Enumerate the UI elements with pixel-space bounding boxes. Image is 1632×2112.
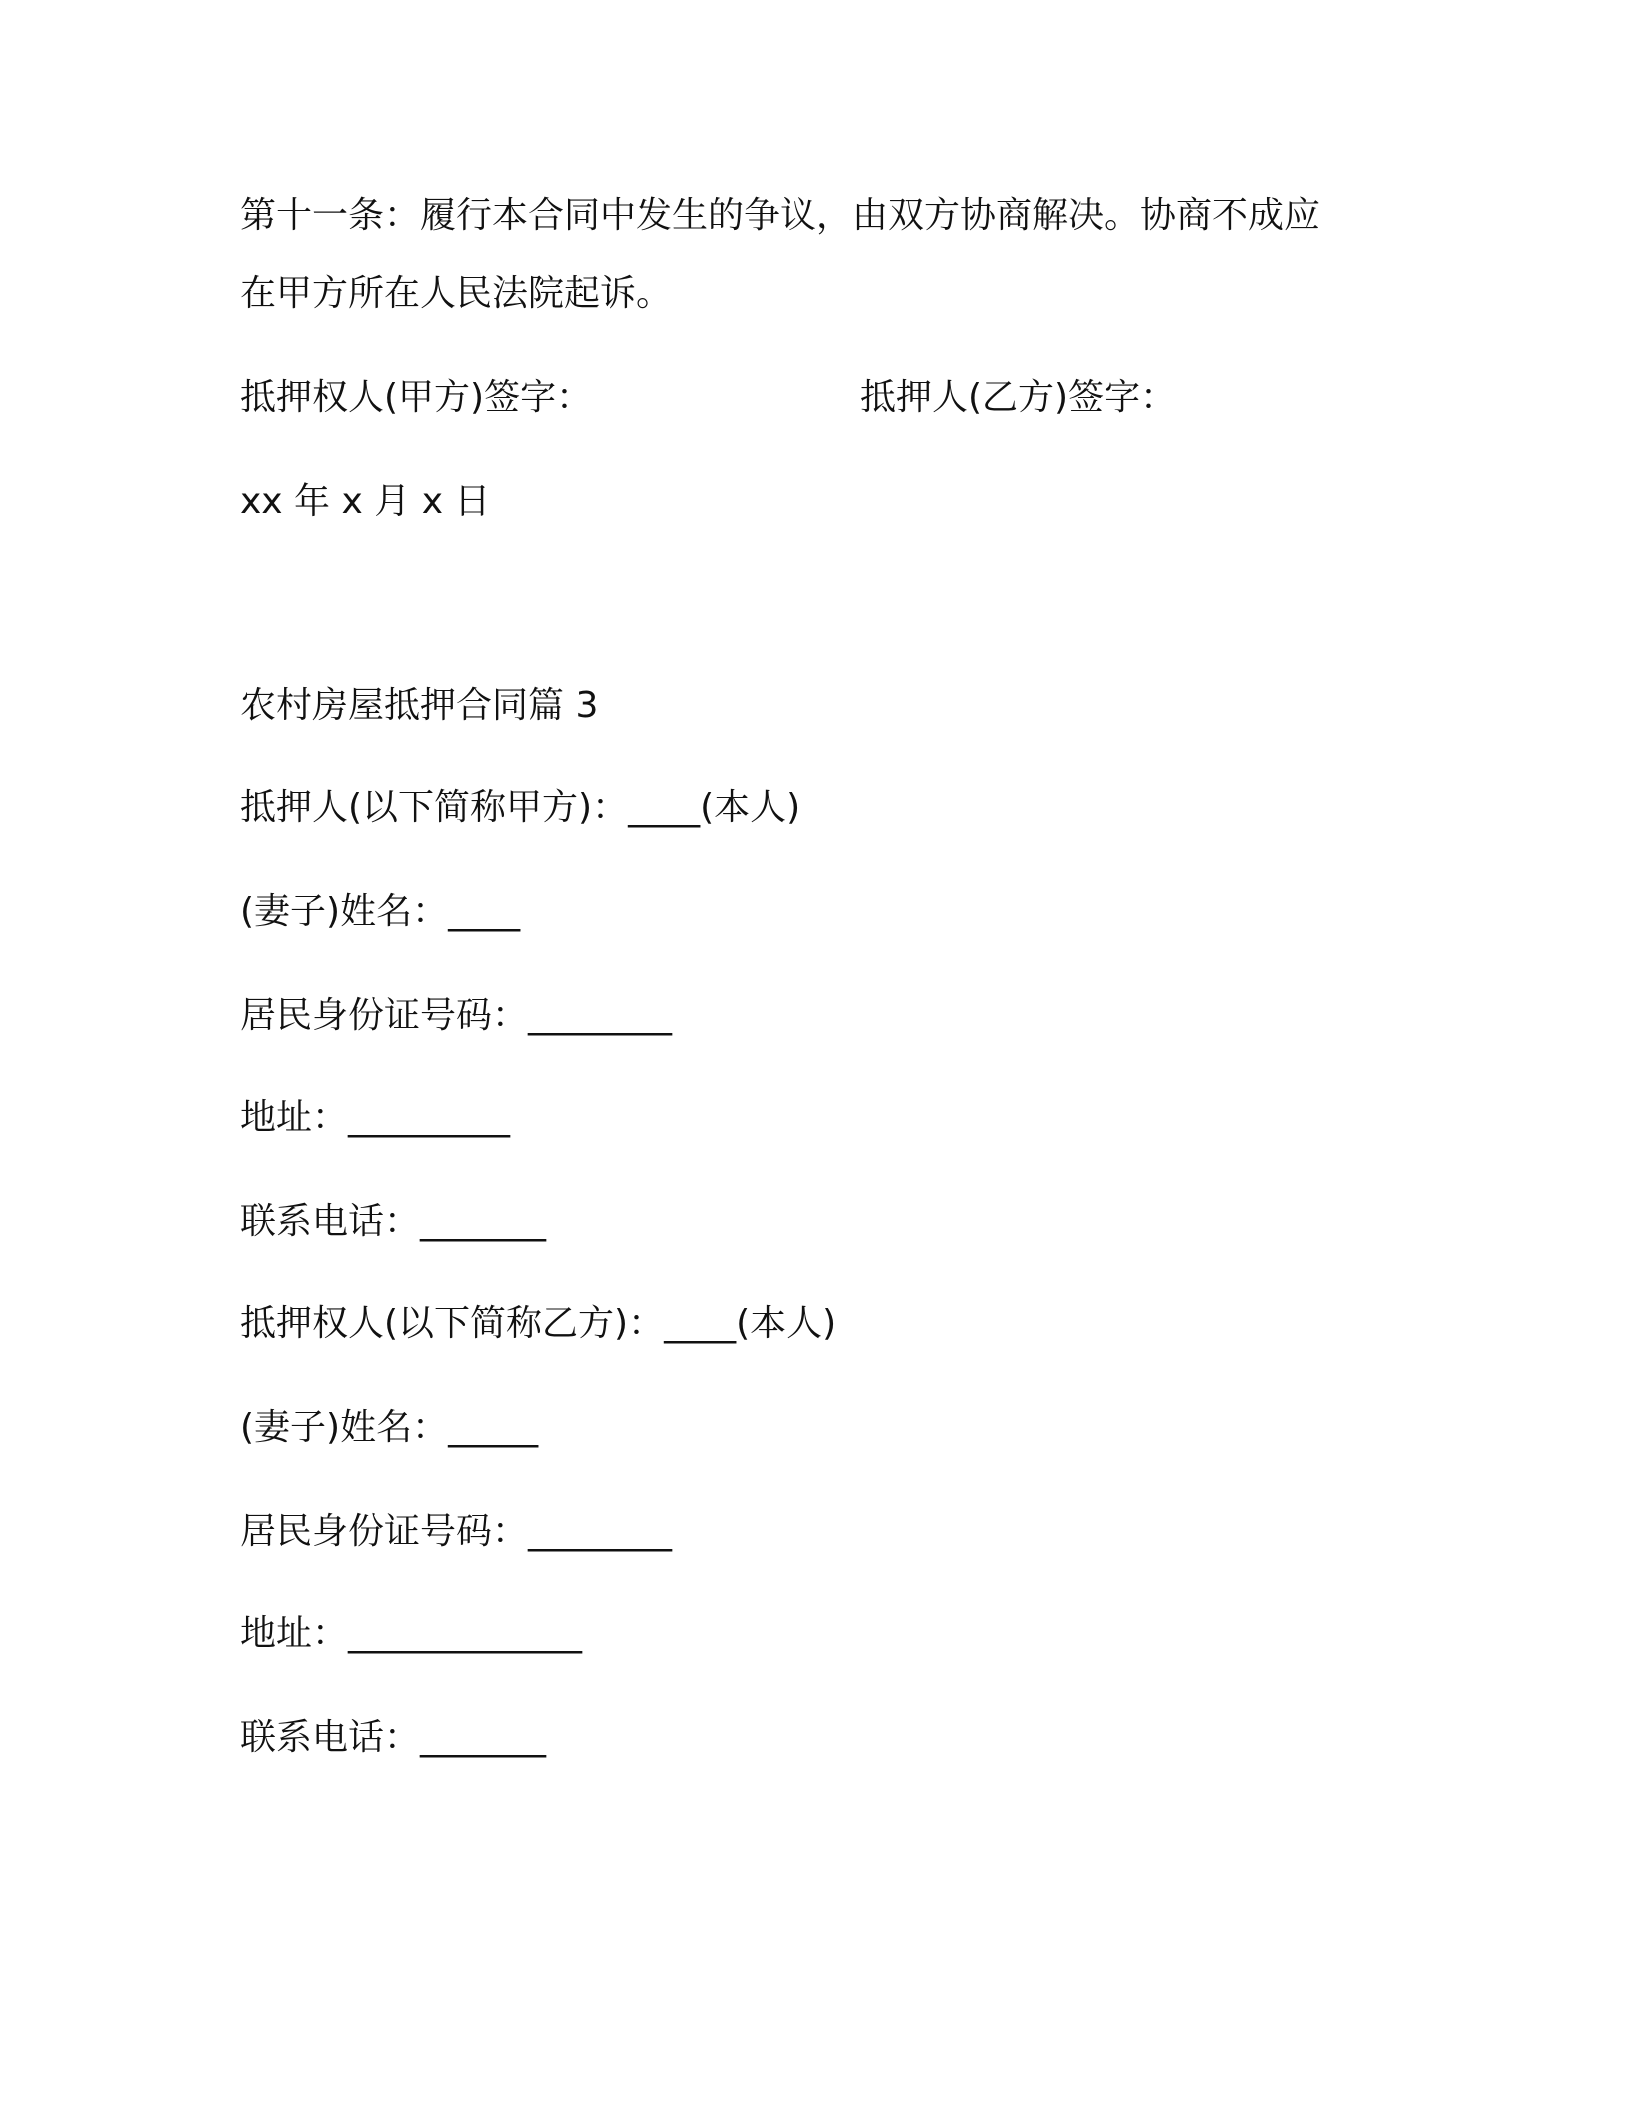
mortgagee-phone: 联系电话：_______ (240, 1717, 547, 1758)
mortgagor-label: 抵押人(以下简称甲方)：____(本人) (240, 787, 801, 828)
mortgagee-label: 抵押权人(以下简称乙方)：____(本人) (240, 1303, 837, 1344)
article-11-line-1: 第十一条：履行本合同中发生的争议，由双方协商解决。协商不成应 (240, 195, 1321, 236)
mortgagor-address: 地址：_________ (240, 1097, 511, 1138)
mortgagee-address: 地址：_____________ (240, 1613, 583, 1654)
signature-party-b: 抵押人(乙方)签字： (860, 377, 1177, 418)
mortgagee-id-number: 居民身份证号码：________ (240, 1511, 673, 1552)
signature-party-a: 抵押权人(甲方)签字： (240, 377, 593, 418)
mortgagor-phone: 联系电话：_______ (240, 1201, 547, 1242)
mortgagee-spouse-name: (妻子)姓名：_____ (240, 1407, 539, 1448)
signature-date: xx 年 x 月 x 日 (240, 481, 491, 522)
mortgagor-spouse-name: (妻子)姓名：____ (240, 891, 521, 932)
article-11-line-2: 在甲方所在人民法院起诉。 (240, 273, 673, 314)
mortgagor-id-number: 居民身份证号码：________ (240, 995, 673, 1036)
section-title: 农村房屋抵押合同篇 3 (240, 685, 599, 726)
